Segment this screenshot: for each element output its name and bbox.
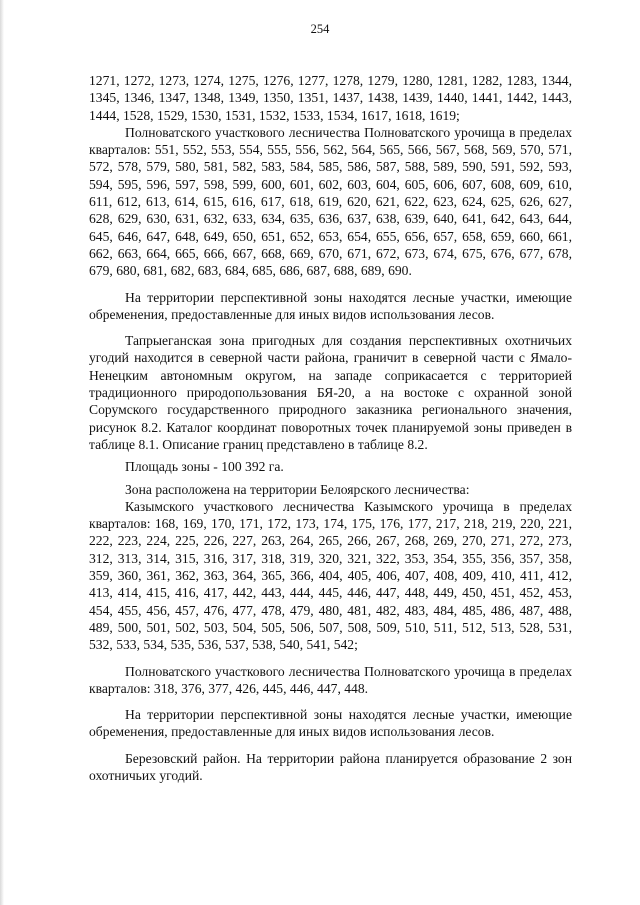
document-body bbox=[89, 72, 572, 784]
page-number: 254 bbox=[310, 22, 330, 36]
paragraph-encumbrances: На территории перспективной зоны находятся лесные участки, имеющие обременения, предоставленные для иных видов использования лесов. bbox=[89, 289, 572, 322]
paragraph-zone-area: Площадь зоны - 100 392 га. bbox=[125, 459, 284, 475]
paragraph-encumbrances-2: На территории перспективной зоны находятся лесные участки, имеющие обременения, предоставленные для иных видов использования лесов. bbox=[89, 707, 572, 740]
paragraph-taprygan-zone: Тапрыеганская зона пригодных для создания перспективных охотничьих угодий находится в северной части района, граничит в северной части с Ямало-Ненецким автономным округом, на западе соприкасается с территорией традиционного природопользования БЯ-20, а на востоке с охранной зоной Сорумского государственного природного заказника регионального значения, рисунок 8.2. Каталог координат поворотных точек планируемой зоны приведен в таблице 8.1. Описание границ представлено в таблице 8.2. bbox=[89, 333, 572, 452]
paragraph-zone-location: Зона расположена на территории Белоярского лесничества: bbox=[125, 481, 470, 497]
paragraph-quarters-continued: 1271, 1272, 1273, 1274, 1275, 1276, 1277, 1278, 1279, 1280, 1281, 1282, 1283, 1344, 1345, 1346, 1347, 1348, 1349, 1350, 1351, 1437, 1438, 1439, 1440, 1441, 1442, 1443, 1444, 1528, 1529, 1530, 1531, 1532, 1533, 1534, 1617, 1618, 1619; bbox=[89, 73, 572, 123]
paragraph-kazym-quarters: Казымского участкового лесничества Казымского урочища в пределах кварталов: 168, 169, 170, 171, 172, 173, 174, 175, 176, 177, 217, 218, 219, 220, 221, 222, 223, 224, 225, 226, 227, 263, 264, 265, 266, 267, 268, 269, 270, 271, 272, 273, 312, 313, 314, 315, 316, 317, 318, 319, 320, 321, 322, 353, 354, 355, 356, 357, 358, 359, 360, 361, 362, 363, 364, 365, 366, 404, 405, 406, 407, 408, 409, 410, 411, 412, 413, 414, 415, 416, 417, 442, 443, 444, 445, 446, 447, 448, 449, 450, 451, 452, 453, 454, 455, 456, 457, 476, 477, 478, 479, 480, 481, 482, 483, 484, 485, 486, 487, 488, 489, 500, 501, 502, 503, 504, 505, 506, 507, 508, 509, 510, 511, 512, 513, 528, 531, 532, 533, 534, 535, 536, 537, 538, 540, 541, 542; bbox=[89, 498, 572, 653]
paragraph-berezovsky-district: Березовский район. На территории района планируется образование 2 зон охотничьих угодий. bbox=[89, 750, 572, 783]
paragraph-polnovat-quarters: Полноватского участкового лесничества Полноватского урочища в пределах кварталов: 551, 552, 553, 554, 555, 556, 562, 564, 565, 566, 567, 568, 569, 570, 571, 572, 578, 579, 580, 581, 582, 583, 584, 585, 586, 587, 588, 589, 590, 591, 592, 593, 594, 595, 596, 597, 598, 599, 600, 601, 602, 603, 604, 605, 606, 607, 608, 609, 610, 611, 612, 613, 614, 615, 616, 617, 618, 619, 620, 621, 622, 623, 624, 625, 626, 627, 628, 629, 630, 631, 632, 633, 634, 635, 636, 637, 638, 639, 640, 641, 642, 643, 644, 645, 646, 647, 648, 649, 650, 651, 652, 653, 654, 655, 656, 657, 658, 659, 660, 661, 662, 663, 664, 665, 666, 667, 668, 669, 670, 671, 672, 673, 674, 675, 676, 677, 678, 679, 680, 681, 682, 683, 684, 685, 686, 687, 688, 689, 690. bbox=[89, 124, 572, 279]
paragraph-polnovat-quarters-2: Полноватского участкового лесничества Полноватского урочища в пределах кварталов: 318, 376, 377, 426, 445, 446, 447, 448. bbox=[89, 663, 572, 696]
scan-edge bbox=[0, 0, 4, 905]
